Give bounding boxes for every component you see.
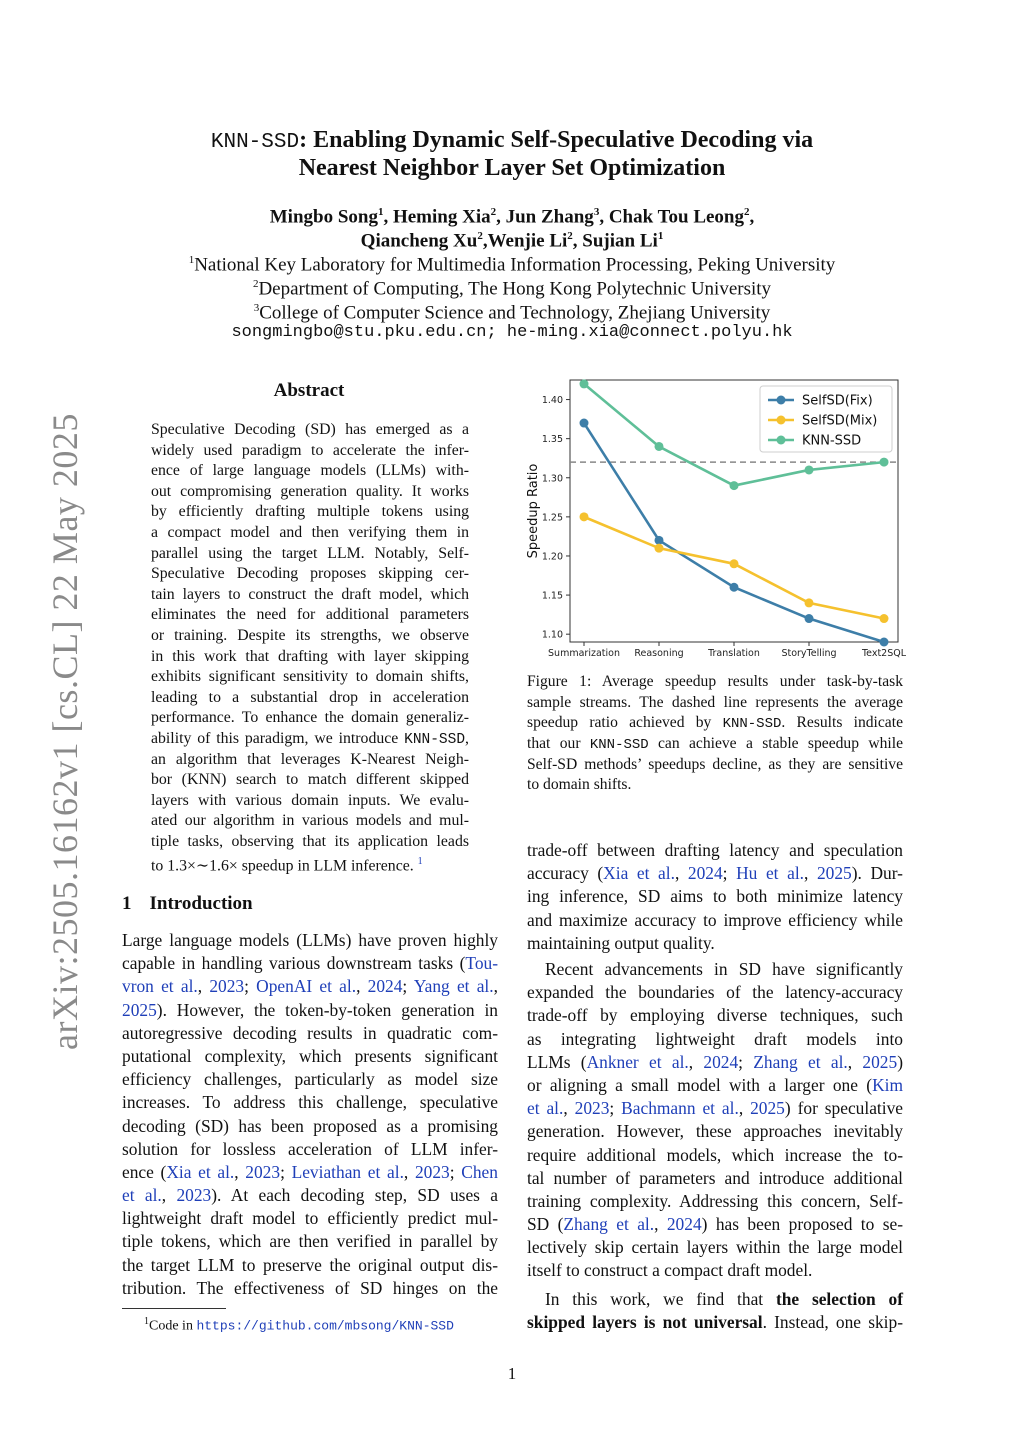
author-separator: , [482,230,488,252]
footnote-text: Code in [149,1318,197,1334]
text-line: expanded the boundaries of the latency-accuracy [527,982,903,1003]
author-separator: , [572,230,583,252]
data-point [730,481,739,490]
author-affiliation-mark: 2 [744,206,750,218]
legend-label: KNN-SSD [802,433,862,449]
footnote-rule [122,1308,226,1309]
citation-link[interactable]: Xia et al. [603,863,675,884]
caption-line: that our KNN-SSD can achieve a stable speedup while [527,735,903,754]
text-line: lectively skip certain layers within the large model [527,1237,903,1258]
abstract-line: bor (KNN) search to match different skipped [151,771,469,789]
bold-text: the selection of [775,1289,903,1309]
abstract-line: exhibits significant sensitivity to domain shifts, [151,668,469,686]
text-line: ence (Xia et al., 2023; Leviathan et al., 2023; Chen [122,1161,498,1182]
text-line: Recent advancements in SD have significantly [545,959,903,979]
text-line: maintaining output quality. [527,932,715,953]
intro-right-p2 [527,958,903,1283]
caption-line: to domain shifts. [527,776,632,794]
citation-link[interactable]: Bachmann et al. [621,1098,739,1119]
text-line: and maximize accuracy to improve efficiency while [527,909,903,930]
section-number: 1 [122,893,132,914]
abstract-body [151,420,469,873]
text-line: solution for lossless acceleration of LLM infer- [122,1138,498,1159]
footnote-ref[interactable]: 1 [417,856,423,868]
citation-link[interactable]: 2025 [122,999,157,1020]
citation-link[interactable]: Leviathan et al. [291,1161,404,1182]
figure-caption [527,672,903,796]
text-line: LLMs (Ankner et al., 2024; Zhang et al., 2025) [527,1051,903,1072]
author-affiliation-mark: 2 [490,206,497,218]
affiliation-text: Department of Computing, The Hong Kong Polytechnic University [258,278,772,300]
abstract-line: eliminates the need for additional parameters [151,606,469,624]
citation-link[interactable]: 2024 [666,1214,702,1235]
author-name: Qiancheng Xu [360,230,478,252]
legend-label: SelfSD(Fix) [802,393,873,409]
page-number: 1 [507,1364,517,1383]
author-affiliation-mark: 1 [657,230,664,242]
arxiv-identifier: arXiv:2505.16162v1 [cs.CL] 22 May 2025 [45,413,85,1050]
bold-text: skipped layers is not universal [527,1312,763,1333]
abstract-line: parallel using the target LLM. Notably, Self- [151,544,469,562]
text-line: tribution. The effectiveness of SD hinges on the [122,1277,498,1298]
citation-link[interactable]: 2023 [574,1098,610,1119]
text-line: itself to construct a compact draft model. [527,1260,813,1281]
caption-line: sample streams. The dashed line represents the average [527,693,903,711]
author-affiliation-mark: 3 [593,206,600,218]
data-point [580,419,589,428]
text-line: accuracy (Xia et al., 2024; Hu et al., 2025). Dur- [527,863,903,884]
paper-title-line2: Nearest Neighbor Layer Set Optimization [298,155,726,181]
text-line: Large language models (LLMs) have proven highly [122,930,498,950]
citation-link[interactable]: vron et al. [122,976,198,997]
x-tick-label: Summarization [548,648,620,659]
text-line: decoding (SD) has been proposed as a promising [122,1115,498,1136]
method-name: KNN-SSD [589,737,649,754]
citation-link[interactable]: 2023 [176,1185,212,1206]
speedup-line-chart [520,372,910,662]
x-tick-label: StoryTelling [781,648,837,659]
abstract-line: ence of large language models (LLMs) with- [151,462,469,480]
abstract-line: ability of this paradigm, we introduce KNN-SSD, [151,729,469,748]
data-point [805,465,814,474]
text-line: vron et al., 2023; OpenAI et al., 2024; Yang et al., [122,976,498,997]
abstract-line: performance. To enhance the domain generaliz- [151,709,469,727]
y-tick-label: 1.35 [541,434,563,446]
abstract-line: widely used paradigm to accelerate the infer- [151,441,469,459]
citation-link[interactable]: 2023 [209,976,245,997]
code-repo-link[interactable]: https://github.com/mbsong/KNN-SSD [196,1318,454,1334]
title-method-name: KNN-SSD [210,131,300,154]
abstract-line: out compromising generation quality. It works [151,482,469,500]
citation-link[interactable]: 2025 [750,1098,785,1119]
author-affiliation-mark: 2 [477,230,483,242]
x-tick-label: Text2SQL [861,648,907,659]
citation-link[interactable]: Hu et al. [736,863,805,884]
caption-line: Figure 1: Average speedup results under task-by-task [527,673,903,690]
paper-title-line1: KNN-SSD: Enabling Dynamic Self-Speculative Decoding via [210,127,814,154]
data-point [730,559,739,568]
citation-link[interactable]: 2025 [816,863,852,884]
y-tick-label: 1.15 [541,590,563,602]
caption-line: speedup ratio achieved by KNN-SSD. Results indicate [527,714,903,733]
text-line: 2025). However, the token-by-token generation in [122,999,498,1020]
intro-right-p1 [527,839,903,955]
text-line: skipped layers is not universal. Instead, one skip- [527,1312,903,1333]
method-name: KNN-SSD [404,731,466,748]
abstract-line: or training. Despite its strengths, we observe [151,626,469,644]
abstract-line: a compact model and then verifying them in [151,523,469,541]
author-affiliation-mark: 1 [377,206,384,218]
section-title: Introduction [149,893,253,914]
author-name: Sujian Li [582,230,658,252]
legend-swatch-marker [777,396,786,405]
text-line: efficiency challenges, particularly as model size [122,1069,498,1090]
text-line: SD (Zhang et al., 2024) has been proposed to se- [527,1214,903,1235]
author-emails: songmingbo@stu.pku.edu.cn; he-ming.xia@connect.polyu.hk [231,323,793,342]
data-point [805,598,814,607]
abstract-line: an algorithm that leverages K-Nearest Neigh- [151,750,469,768]
text-line: putational complexity, which presents significant [122,1045,498,1066]
affiliation-text: National Key Laboratory for Multimedia Information Processing, Peking University [194,254,836,276]
text-line: capable in handling various downstream tasks (Tou- [122,953,498,974]
footnote [144,1316,454,1335]
citation-link[interactable]: 2024 [703,1051,739,1072]
affiliation-text: College of Computer Science and Technology, Zhejiang University [259,302,771,324]
method-name: KNN-SSD [722,716,782,733]
text-line: trade-off by employing diverse techniques, such [527,1005,903,1026]
text-line: as integrating lightweight draft models into [527,1028,903,1049]
abstract-line: tain layers to construct the draft model, which [151,585,469,603]
author-name: Mingbo Song [269,206,378,228]
affiliation-mark: 1 [188,254,195,266]
caption-line: Self-SD methods’ speedups decline, as they are sensitive [527,755,903,773]
citation-link[interactable]: 2024 [367,976,403,997]
text-line: require additional models, which increase the to- [527,1144,903,1165]
abstract-line: layers with various domain inputs. We evalu- [151,791,469,809]
abstract-line: leading to a substantial drop in acceleration [151,688,469,706]
text-line: training complexity. Addressing this concern, Self- [527,1190,903,1211]
citation-link[interactable]: et al. [527,1098,564,1119]
footnote-mark: 1 [144,1316,149,1327]
legend-swatch-marker [777,416,786,425]
author-name: Jun Zhang [505,206,594,228]
data-point [655,442,664,451]
citation-link[interactable]: Zhang et al. [563,1214,655,1235]
citation-link[interactable]: Zhang et al. [753,1051,848,1072]
abstract-line: in this work that drafting with layer skipping [151,647,469,665]
text-line: tal number of parameters and introduce additional [527,1167,903,1188]
text-line: In this work, we find that the selection of [545,1289,903,1309]
citation-link[interactable]: Chen [461,1161,498,1182]
y-axis-label: Speedup Ratio [526,463,541,559]
citation-link[interactable]: 2024 [687,863,723,884]
text-line: tiple tokens, which are then verified in parallel by [122,1231,498,1252]
data-point [880,458,889,467]
citation-link[interactable]: Ankner et al. [586,1051,689,1072]
text-line: et al., 2023). At each decoding step, SD uses a [122,1185,498,1206]
text-line: or aligning a small model with a larger one (Kim [527,1074,903,1095]
intro-right-p3 [527,1288,903,1334]
abstract-line: to 1.3×∼1.6× speedup in LLM inference. $^1$ [151,856,423,875]
author-separator: , [383,206,393,228]
author-separator: , [749,206,755,228]
intro-left-column [122,929,498,1300]
x-tick-label: Reasoning [634,648,684,659]
text-line: ing inference, SD aims to both minimize latency [527,886,903,907]
abstract-line: Speculative Decoding proposes skipping cer- [151,565,469,583]
data-point [655,544,664,553]
affiliation-mark: 2 [252,278,259,290]
author-name: Wenjie Li [487,230,568,252]
y-tick-label: 1.25 [541,512,563,524]
y-tick-label: 1.20 [541,551,563,563]
text-line: generation. However, these approaches inevitably [527,1121,903,1142]
data-point [805,614,814,623]
author-name: Chak Tou Leong [608,206,744,228]
y-tick-label: 1.40 [541,395,563,407]
legend-label: SelfSD(Mix) [802,413,878,429]
abstract-line: Speculative Decoding (SD) has emerged as a [151,421,469,438]
citation-link[interactable]: 2023 [245,1161,281,1182]
section-heading-introduction [122,893,253,915]
citation-link[interactable]: Yang et al. [413,976,494,997]
affiliation-mark: 3 [253,302,260,314]
citation-link[interactable]: et al. [122,1185,162,1206]
citation-link[interactable]: Tou- [465,953,498,974]
data-point [730,583,739,592]
y-tick-label: 1.10 [541,629,563,641]
data-point [880,638,889,647]
author-name: Heming Xia [392,206,491,228]
data-point [880,614,889,623]
text-line: trade-off between drafting latency and speculation [527,840,903,860]
data-point [655,536,664,545]
y-tick-label: 1.30 [541,473,563,485]
abstract-heading: Abstract [273,380,345,401]
data-point [580,512,589,521]
citation-link[interactable]: Xia et al. [166,1161,235,1182]
abstract-line: by efficiently drafting multiple tokens using [151,503,469,521]
x-tick-label: Translation [708,648,760,659]
text-line: the target LLM to preserve the original output dis- [122,1254,498,1275]
citation-link[interactable]: Kim [872,1074,903,1095]
abstract-line: tiple tasks, observing that its application leads [151,832,469,850]
legend-swatch-marker [777,436,786,445]
data-point [580,379,589,388]
text-line: et al., 2023; Bachmann et al., 2025) for speculative [527,1098,903,1119]
text-line: lightweight draft model to efficiently predict mul- [122,1208,498,1229]
text-line: autoregressive decoding results in quadratic com- [122,1022,498,1043]
text-line: increases. To address this challenge, speculative [122,1092,498,1113]
author-affiliation-mark: 2 [567,230,573,242]
author-separator: , [599,206,609,228]
citation-link[interactable]: OpenAI et al. [256,976,357,997]
author-separator: , [496,206,506,228]
citation-link[interactable]: 2023 [414,1161,450,1182]
citation-link[interactable]: 2025 [862,1051,898,1072]
abstract-line: ated our algorithm in various models and mul- [151,812,469,830]
